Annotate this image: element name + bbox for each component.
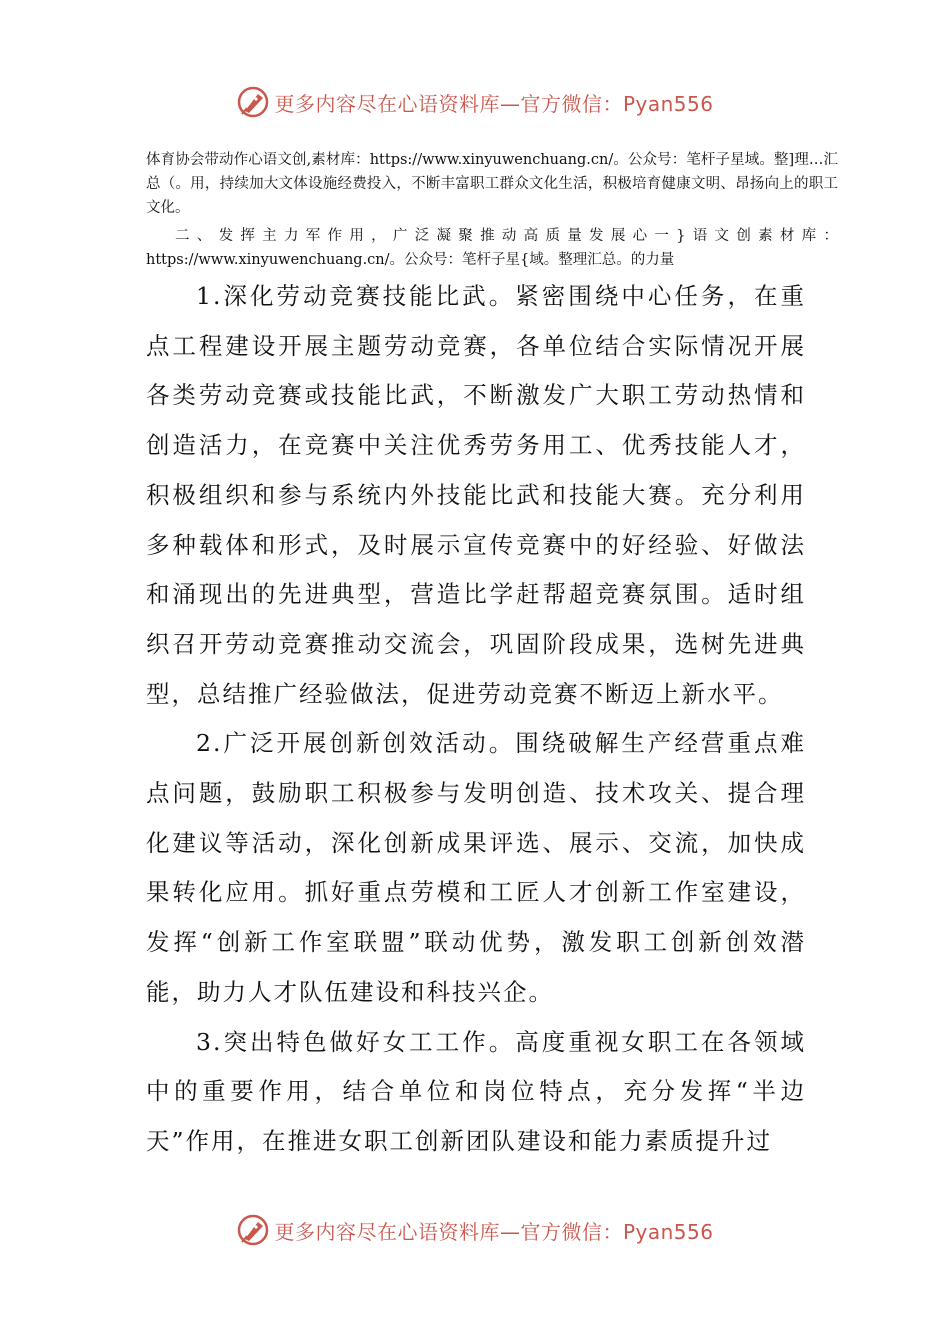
pen-nib-logo-icon bbox=[236, 1213, 270, 1247]
paragraph-labor-competition: 1.深化劳动竞赛技能比武。紧密围绕中心任务，在重点工程建设开展主题劳动竞赛，各单位结合实际情况开展各类劳动竞赛或技能比武，不断激发广大职工劳动热情和创造活力，在竞赛中关注优秀劳务用工、优秀技能人才，积极组织和参与系统内外技能比武和技能大赛。充分利用多种载体和形式，及时展示宣传竞赛中的好经验、好做法和涌现出的先进典型，营造比学赶帮超竞赛氛围。适时组织召开劳动竞赛推动交流会，巩固阶段成果，选树先进典型，总结推广经验做法，促进劳动竞赛不断迈上新水平。 bbox=[146, 282, 806, 708]
watermark-text: 更多内容尽在心语资料库—官方微信：Pyan556 bbox=[274, 1219, 714, 1244]
paragraph-female-workers: 3.突出特色做好女工工作。高度重视女职工在各领域中的重要作用，结合单位和岗位特点，充分发挥“半边天”作用，在推进女职工创新团队建设和能力素质提升过 bbox=[146, 1027, 806, 1155]
pen-nib-logo-icon bbox=[236, 85, 270, 119]
footer-watermark bbox=[0, 1210, 950, 1250]
paragraph-innovation: 2.广泛开展创新创效活动。围绕破解生产经营重点难点问题，鼓励职工积极参与发明创造、技术攻关、提合理化建议等活动，深化创新成果评选、展示、交流，加快成果转化应用。抓好重点劳模和工匠人才创新工作室建设，发挥“创新工作室联盟”联动优势，激发职工创新创效潜能，助力人才队伍建设和科技兴企。 bbox=[146, 729, 806, 1006]
intro-paragraph: 体育协会带动作心语文创,素材库：https://www.xinyuwenchuang.cn/。公众号：笔杆子星域。整]理…汇总（。用，持续加大文体设施经费投入，不断丰富职工群众文化生活，积极培育健康文明、昂扬向上的职工文化。 bbox=[146, 152, 838, 216]
header-watermark bbox=[0, 82, 950, 122]
section-heading-paragraph: 二、发挥主力军作用，广泛凝聚推动高质量发展心一}语文创素材库：https://www.xinyuwenchuang.cn/。公众号：笔杆子星{域。整理汇总。的力量 bbox=[146, 228, 838, 268]
intro-block bbox=[146, 148, 838, 272]
body-text bbox=[146, 272, 806, 1167]
watermark-text: 更多内容尽在心语资料库—官方微信：Pyan556 bbox=[274, 91, 714, 116]
